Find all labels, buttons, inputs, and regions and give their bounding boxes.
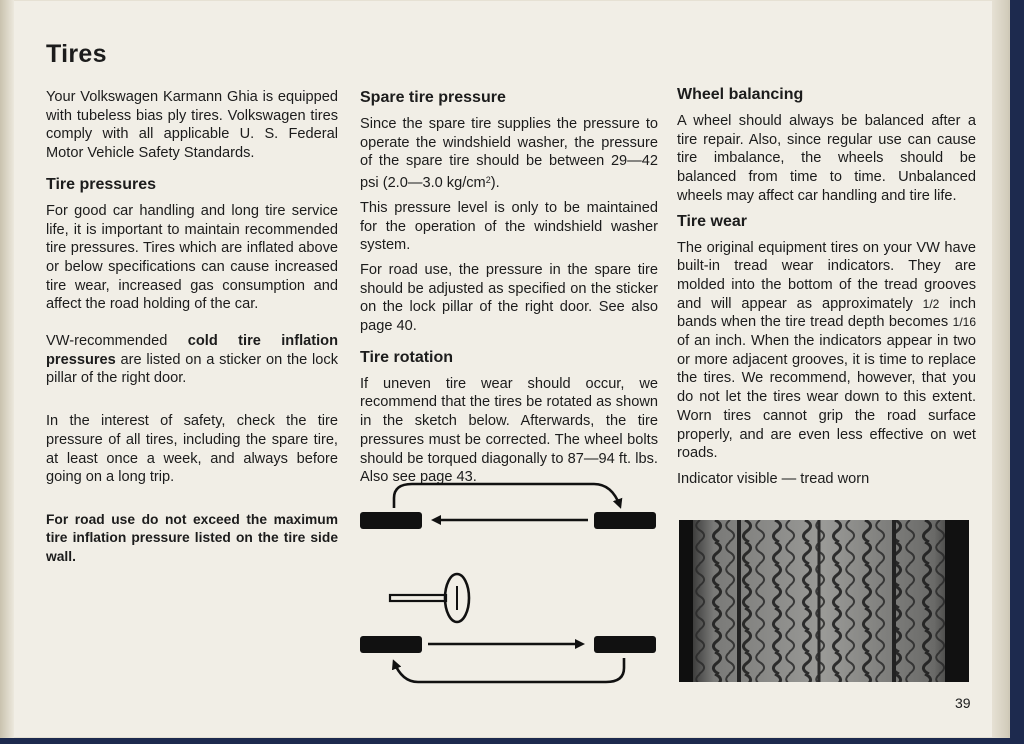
cold-pressures-emphasis: cold tire inflation pressures <box>46 333 338 368</box>
cold-pressures-paragraph: VW-recommended cold tire inflation pressures are listed on a sticker on the lock pillar of the right door. <box>46 333 338 387</box>
spare-tire-axle <box>390 595 446 601</box>
tire-pressures-heading: Tire pressures <box>46 175 156 193</box>
tire-pressures-paragraph: For good car handling and long tire service life, it is important to maintain recommended tire pressures. Tires which are inflated above or below specifications can cause increased tire wear, increased gas consumption and affect the road holding of the car. <box>46 202 338 313</box>
spare-tire-paragraph-2: This pressure level is only to be maintained for the operation of the windshield washer system. <box>360 199 658 254</box>
tread-photo-caption: Indicator visible — tread worn <box>677 470 870 487</box>
page-edge <box>992 0 1008 738</box>
front-left-tire <box>360 512 422 529</box>
tire-wear-heading: Tire wear <box>677 212 747 230</box>
spare-tire-paragraph-1: Since the spare tire supplies the pressure to operate the windshield washer, the pressure of the spare tire should be between 29—42 psi (2.0—3.0 $kg/cm^2$). <box>360 116 658 192</box>
column-left <box>46 88 338 566</box>
column-right <box>677 85 976 489</box>
tire-wear-paragraph: The original equipment tires on your VW have built-in tread wear indicators. They are molded into the bottom of the tread grooves and will appear as approximately 1/2 inch bands when the tire tread depth becomes 1/16 of an inch. When the indicators appear in two or more adjacent grooves, it is time to replace the tires. We recommend, however, that you do not let the tires wear down to this extent. Worn tires cannot grip the road surface properly, and are even less effective on wet roads. <box>677 239 977 462</box>
page-number: 39 <box>955 695 971 711</box>
max-pressure-warning: For road use do not exceed the maximum tire inflation pressure listed on the tire side wall. <box>46 511 338 564</box>
tread-wear-photo <box>679 520 969 682</box>
bottom-curved-arrow <box>394 658 624 682</box>
tire-rotation-paragraph: If uneven tire wear should occur, we recommend that the tires be rotated as shown in the sketch below. Afterwards, the tire pressures must be corrected. The wheel bolts should be torqued diagonally to 87—94 ft. lbs. Also see page 43. <box>360 375 658 486</box>
spare-tire-paragraph-3: For road use, the pressure in the spare tire should be adjusted as specified on the sticker on the lock pillar of the right door. See also page 40. <box>360 261 658 335</box>
front-right-tire <box>594 512 656 529</box>
intro-paragraph: Your Volkswagen Karmann Ghia is equipped with tubeless bias ply tires. Volkswagen tires comply with all applicable U. S. Federal Motor Vehicle Safety Standards. <box>46 89 338 162</box>
spare-tire-heading: Spare tire pressure <box>360 89 506 106</box>
wheel-balancing-heading: Wheel balancing <box>677 86 804 103</box>
top-curved-arrow <box>394 484 620 508</box>
rear-right-tire <box>594 636 656 653</box>
column-middle <box>360 88 658 487</box>
weekly-check-paragraph: In the interest of safety, check the tire pressure of all tires, including the spare tire, at least once a week, and always before going on a long trip. <box>46 413 338 486</box>
page-title: Tires <box>46 40 107 68</box>
tire-rotation-sketch <box>356 478 660 688</box>
tire-rotation-heading: Tire rotation <box>360 348 454 366</box>
wheel-balancing-paragraph: A wheel should always be balanced after a tire repair. Also, since regular use can cause tire imbalance, the wheels should be balanced from time to time. Unbalanced wheels may affect car handling and tire life. <box>677 113 976 204</box>
rear-left-tire <box>360 636 422 653</box>
